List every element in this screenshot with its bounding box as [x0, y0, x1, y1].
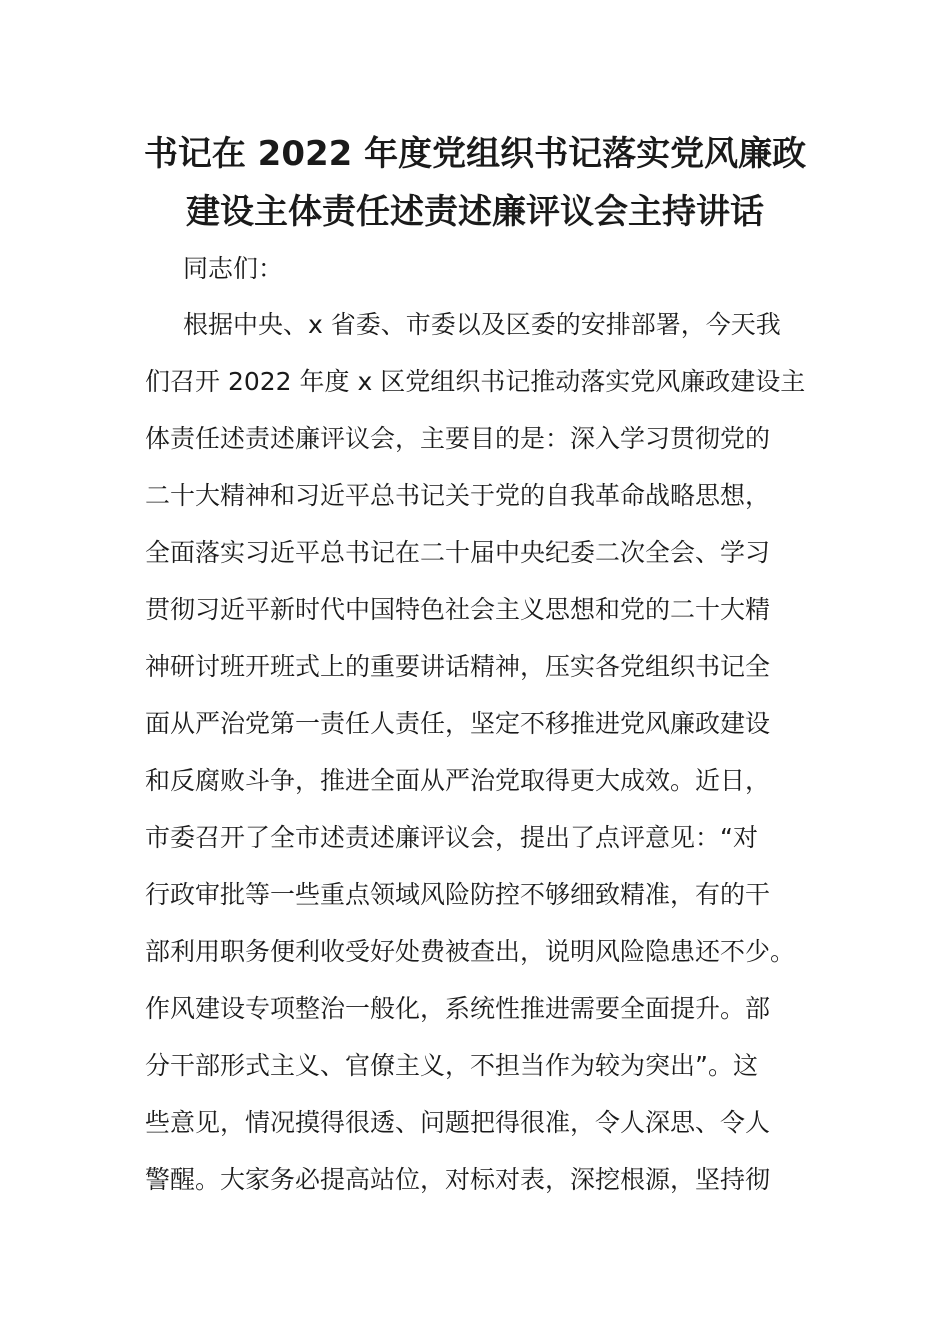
body-line: 警醒。大家务必提高站位，对标对表，深挖根源，坚持彻: [145, 1165, 771, 1194]
body-line: 神研讨班开班式上的重要讲话精神，压实各党组织书记全: [145, 652, 771, 681]
body-line: 部利用职务便利收受好处费被查出，说明风险隐患还不少。: [145, 937, 796, 966]
document-title-line-1: 书记在 2022 年度党组织书记落实党风廉政: [143, 134, 807, 174]
body-line: 行政审批等一些重点领域风险防控不够细致精准，有的干: [145, 880, 771, 909]
document-title-line-2: 建设主体责任述责述廉评议会主持讲话: [186, 192, 764, 232]
greeting: 同志们：: [183, 254, 284, 283]
body-line: 面从严治党第一责任人责任，坚定不移推进党风廉政建设: [145, 709, 771, 738]
body-line: 根据中央、x 省委、市委以及区委的安排部署，今天我: [183, 310, 781, 339]
body-line: 贯彻习近平新时代中国特色社会主义思想和党的二十大精: [145, 595, 771, 624]
body-line: 们召开 2022 年度 x 区党组织书记推动落实党风廉政建设主: [145, 367, 806, 396]
body-line: 些意见，情况摸得很透、问题把得很准，令人深思、令人: [145, 1108, 771, 1137]
body-line: 二十大精神和习近平总书记关于党的自我革命战略思想，: [145, 481, 771, 510]
body-line: 作风建设专项整治一般化，系统性推进需要全面提升。部: [145, 994, 771, 1023]
body-line: 体责任述责述廉评议会，主要目的是：深入学习贯彻党的: [145, 424, 771, 453]
body-line: 和反腐败斗争，推进全面从严治党取得更大成效。近日，: [145, 766, 771, 795]
body-line: 市委召开了全市述责述廉评议会，提出了点评意见：“对: [145, 823, 758, 852]
body-line: 全面落实习近平总书记在二十届中央纪委二次全会、学习: [145, 538, 771, 567]
body-line: 分干部形式主义、官僚主义，不担当作为较为突出”。这: [145, 1051, 758, 1080]
